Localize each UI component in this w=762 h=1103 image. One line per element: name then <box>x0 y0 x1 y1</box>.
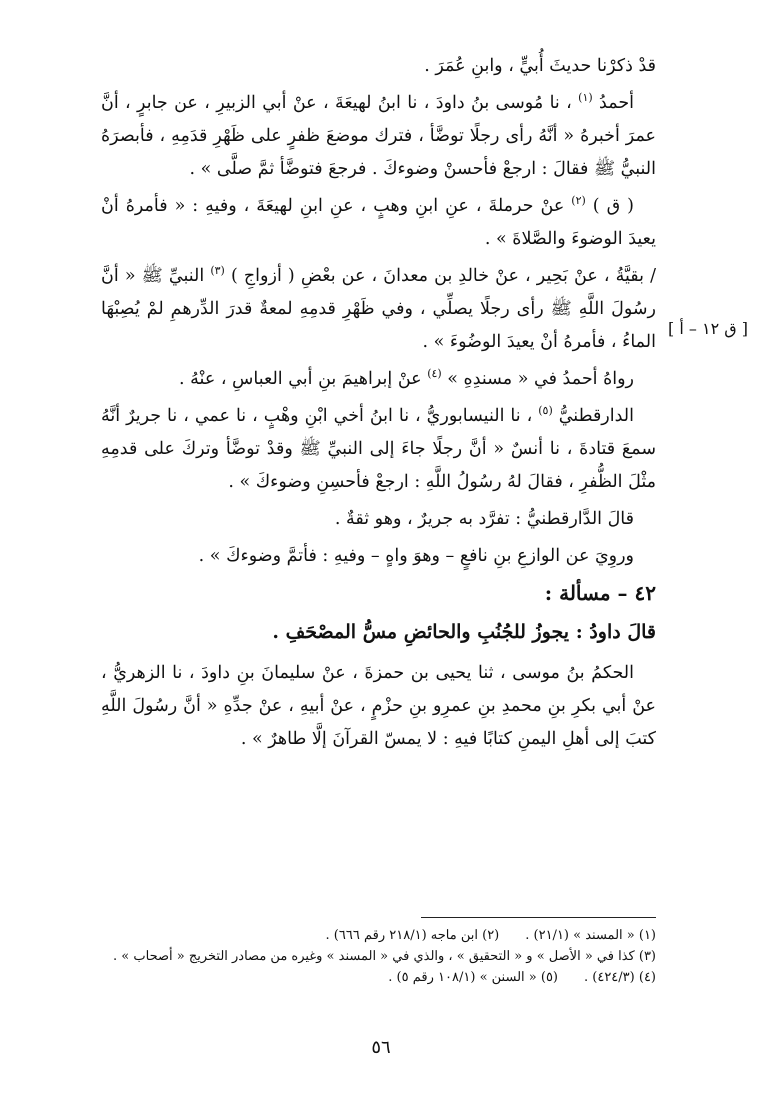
paragraph-hakam <box>101 657 656 756</box>
footnotes <box>96 925 656 988</box>
harmala-lead: ( ق ) <box>592 196 634 216</box>
footnote-ref-2: (٢) <box>571 194 586 208</box>
footnote-row-3 <box>96 967 656 988</box>
paragraph-wazi <box>101 540 656 573</box>
footnote-3: (٣) كذا في « الأصل » و « التحقيق » ، والذي في « المسند » وغيره من مصادر التخريج « أصحاب » . <box>113 949 656 964</box>
ahmad-body: ، نا مُوسى بنُ داودَ ، نا ابنُ لهيعَةَ ، عنْ أبي الزبيرِ ، عن جابرٍ ، أنَّ عمرَ أخبرهُ « أنَّهُ رأى رجلًا توضَّأ ، فترك موضعَ ظفرٍ على ظَهْرِ قدَمِهِ ، فأبصرَهُ النبيُّ ﷺ فقالَ : ارجعْ فأحسنْ وضوءكَ . فرجعَ فتوضَّأ ثمَّ صلَّى » . <box>101 93 656 179</box>
paragraph-baqiyya <box>101 260 656 359</box>
musnad-body: عنْ إبراهيمَ بنِ أبي العباسِ ، عنْهُ . <box>179 369 422 389</box>
footnote-ref-5: (٥) <box>538 404 553 418</box>
footnote-ref-3: (٣) <box>210 264 225 278</box>
manuscript-folio-marker: [ ق ١٢ – أ ] <box>668 319 748 338</box>
paragraph-musnad <box>101 363 656 396</box>
baqiyya-lead: / بقيَّةُ ، عنْ بَحِير ، عنْ خالدِ بن معدانَ ، عن بعْضِ ( أزواجِ ) <box>230 266 656 286</box>
main-text <box>101 50 656 760</box>
paragraph-harmala <box>101 190 656 256</box>
daraqutni-body: ، نا النيسابوريُّ ، نا ابنُ أخي ابْنِ وهْبٍ ، نا عمي ، نا جريرٌ أنَّهُ سمعَ قتادةَ ، نا أنسٌ « أنَّ رجلًا جاءَ إلى النبيِّ ﷺ وقدْ توضَّأ وتركَ على قدمِهِ مثْلَ الظُّفرِ ، فقالَ لهُ رسُولُ اللَّهِ : ارجعْ فأحسِنِ وضوءكَ » . <box>101 406 656 492</box>
hakam-text: الحكمُ بنُ موسى ، ثنا يحيى بن حمزةَ ، عنْ سليمانَ بنِ داودَ ، نا الزهريُّ ، عنْ أبي بكرِ بنِ محمدِ بنِ عمرِو بنِ حزْمٍ ، عنْ أبيهِ ، عنْ جدِّهِ « أنَّ رسُولَ اللَّهِ كتبَ إلى أهلِ اليمنِ كتابًا فيهِ : لا يمسّ القرآنَ إلَّا طاهرٌ » . <box>101 663 656 749</box>
baqiyya-body: النبيِّ ﷺ « أنَّ رسُولَ اللَّهِ ﷺ رأى رجلًا يصلِّي ، وفي ظَهْرِ قدمِهِ لمعةٌ قدرَ الدِّرهمِ لمْ يُصِبْهَا الماءُ ، فأمرهُ أنْ يعيدَ الوضُوءَ » . <box>101 266 656 352</box>
musnad-lead: رواهُ أحمدُ في « مسندِهِ » <box>447 369 634 389</box>
footnote-4: (٤) (٤٢٤/٣) . <box>584 970 656 985</box>
footnote-ref-4: (٤) <box>427 367 442 381</box>
footnote-2: (٢) ابن ماجه (٢١٨/١ رقم ٦٦٦) . <box>325 928 500 943</box>
section-heading-text: ٤٢ – مسألة : <box>544 581 656 605</box>
daraqutni-lead: الدارقطنيُّ <box>558 406 634 426</box>
footnote-ref-1: (١) <box>578 91 593 105</box>
paragraph-intro <box>101 50 656 83</box>
footnote-1: (١) « المسند » (٢١/١) . <box>525 928 656 943</box>
paragraph-daraqutni <box>101 400 656 499</box>
section-subheading-text: قالَ داودُ : يجوزُ للجُنُبِ والحائضِ مسُّ المصْحَفِ . <box>272 621 656 643</box>
daraqutni-comment-text: قالَ الدَّارقطنيُّ : تفرَّد به جريرٌ ، وهو ثقةٌ . <box>334 509 634 529</box>
page-number: ٥٦ <box>371 1037 391 1058</box>
footnote-row-1 <box>96 925 656 946</box>
wazi-text: وروِيَ عن الوازعِ بنِ نافعٍ – وهوَ واهٍ – وفيهِ : فأتمَّ وضوءكَ » . <box>198 546 634 566</box>
ahmad-lead: أحمدُ <box>599 93 634 113</box>
paragraph-daraqutni-comment <box>101 503 656 536</box>
section-heading <box>101 577 656 610</box>
harmala-body: عنْ حرملةَ ، عنِ ابنِ وهبٍ ، عنِ ابنِ لهيعَةَ ، وفيهِ : « فأمرهُ أنْ يعيدَ الوضوءَ والصَّلاةَ » . <box>101 196 656 249</box>
section-subheading <box>101 616 656 649</box>
footnote-5: (٥) « السنن » (١٠٨/١ رقم ٥) . <box>388 970 558 985</box>
footnote-row-2 <box>96 946 656 967</box>
paragraph-ahmad <box>101 87 656 186</box>
footnote-divider <box>421 917 656 918</box>
intro-text: قدْ ذكرْنا حديثَ أُبيٍّ ، وابنِ عُمَرَ . <box>424 56 656 76</box>
